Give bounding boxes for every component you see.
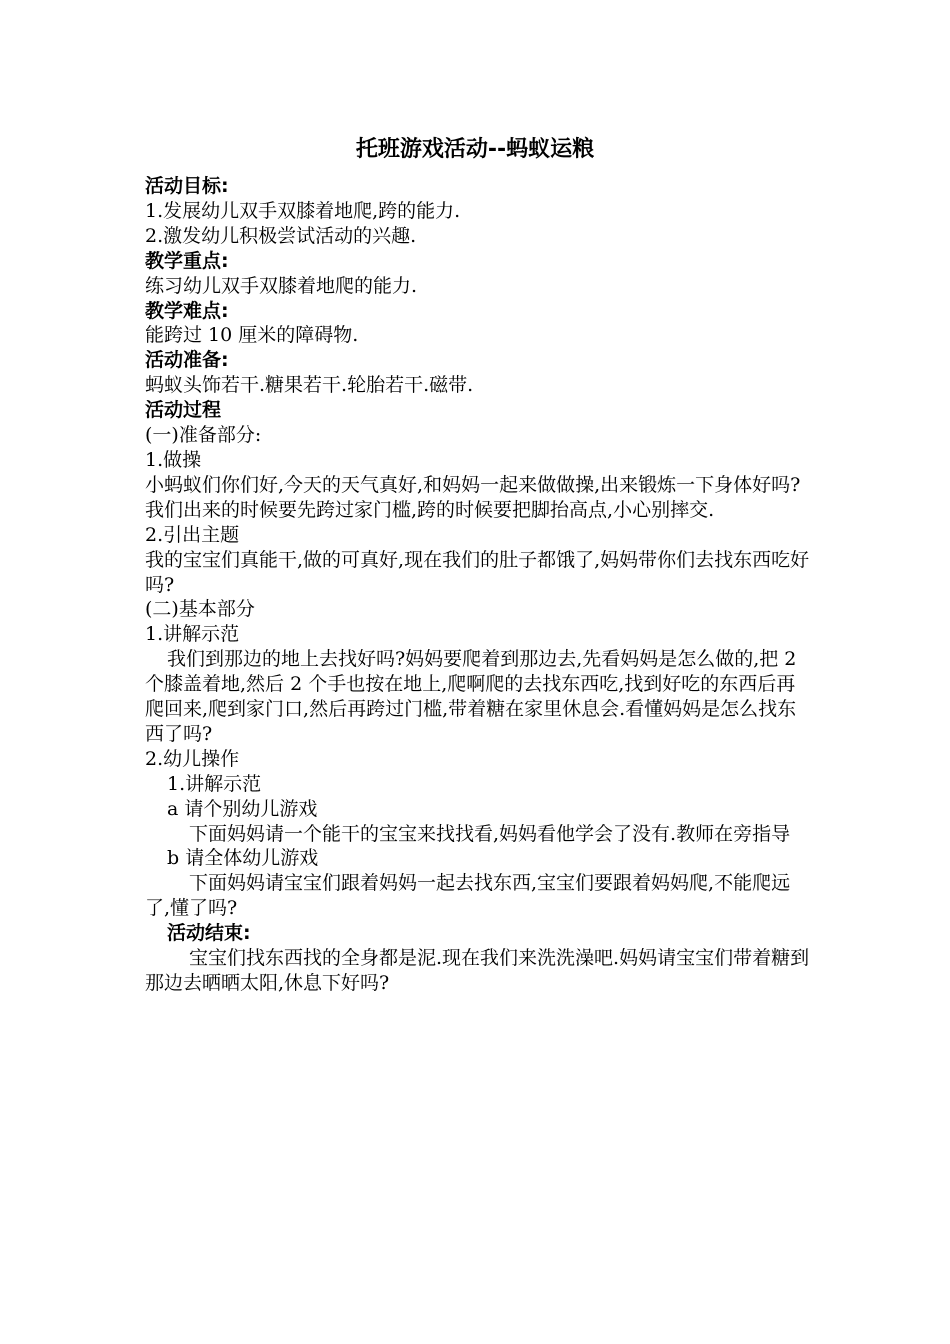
sub-step-a-title: a 请个别幼儿游戏	[167, 797, 318, 820]
document-body	[145, 174, 810, 996]
difficulty-text: 能跨过 10 厘米的障碍物.	[145, 324, 359, 347]
key-point-text: 练习幼儿双手双膝着地爬的能力.	[145, 274, 418, 297]
preparation-heading: 活动准备:	[145, 349, 229, 372]
preparation-text: 蚂蚁头饰若干.糖果若干.轮胎若干.磁带.	[145, 374, 474, 397]
difficulty-heading: 教学难点:	[145, 299, 229, 322]
goal-heading: 活动目标:	[145, 175, 229, 197]
ending-heading: 活动结束:	[167, 922, 251, 945]
sub-step-title: 1.讲解示范	[167, 772, 262, 795]
ending-text: 宝宝们找东西找的全身都是泥.现在我们来洗洗澡吧.妈妈请宝宝们带着糖到那边去晒晒太阳,休息下好吗?	[145, 947, 810, 994]
step-title: 2.幼儿操作	[145, 747, 240, 770]
part-one-heading: (一)准备部分:	[145, 424, 262, 447]
step-text: 我的宝宝们真能干,做的可真好,现在我们的肚子都饿了,妈妈带你们去找东西吃好吗?	[145, 548, 810, 596]
step-title: 1.讲解示范	[145, 623, 240, 646]
sub-step-b-title: b 请全体幼儿游戏	[167, 847, 319, 870]
part-two-heading: (二)基本部分	[145, 598, 255, 621]
step-text: 我们到那边的地上去找好吗?妈妈要爬着到那边去,先看妈妈是怎么做的,把 2 个膝盖着地,然后 2 个手也按在地上,爬啊爬的去找东西吃,找到好吃的东西后再爬回来,爬到家门口,然后再跨过门槛,带着糖在家里休息会.看懂妈妈是怎么找东西了吗?	[145, 648, 797, 745]
step-text: 小蚂蚁们你们好,今天的天气真好,和妈妈一起来做做操,出来锻炼一下身体好吗?我们出来的时候要先跨过家门槛,跨的时候要把脚抬高点,小心别摔交.	[145, 473, 801, 521]
key-point-heading: 教学重点:	[145, 249, 229, 272]
sub-step-a-text: 下面妈妈请一个能干的宝宝来找找看,妈妈看他学会了没有.教师在旁指导	[189, 822, 791, 845]
step-title: 2.引出主题	[145, 523, 240, 546]
process-heading: 活动过程	[145, 399, 222, 422]
goal-item: 2.激发幼儿积极尝试活动的兴趣.	[145, 224, 417, 247]
step-title: 1.做操	[145, 448, 202, 471]
sub-step-b-text: 下面妈妈请宝宝们跟着妈妈一起去找东西,宝宝们要跟着妈妈爬,不能爬远了,懂了吗?	[145, 872, 791, 920]
document-title: 托班游戏活动--蚂蚁运粮	[355, 137, 595, 162]
goal-item: 1.发展幼儿双手双膝着地爬,跨的能力.	[145, 199, 461, 222]
